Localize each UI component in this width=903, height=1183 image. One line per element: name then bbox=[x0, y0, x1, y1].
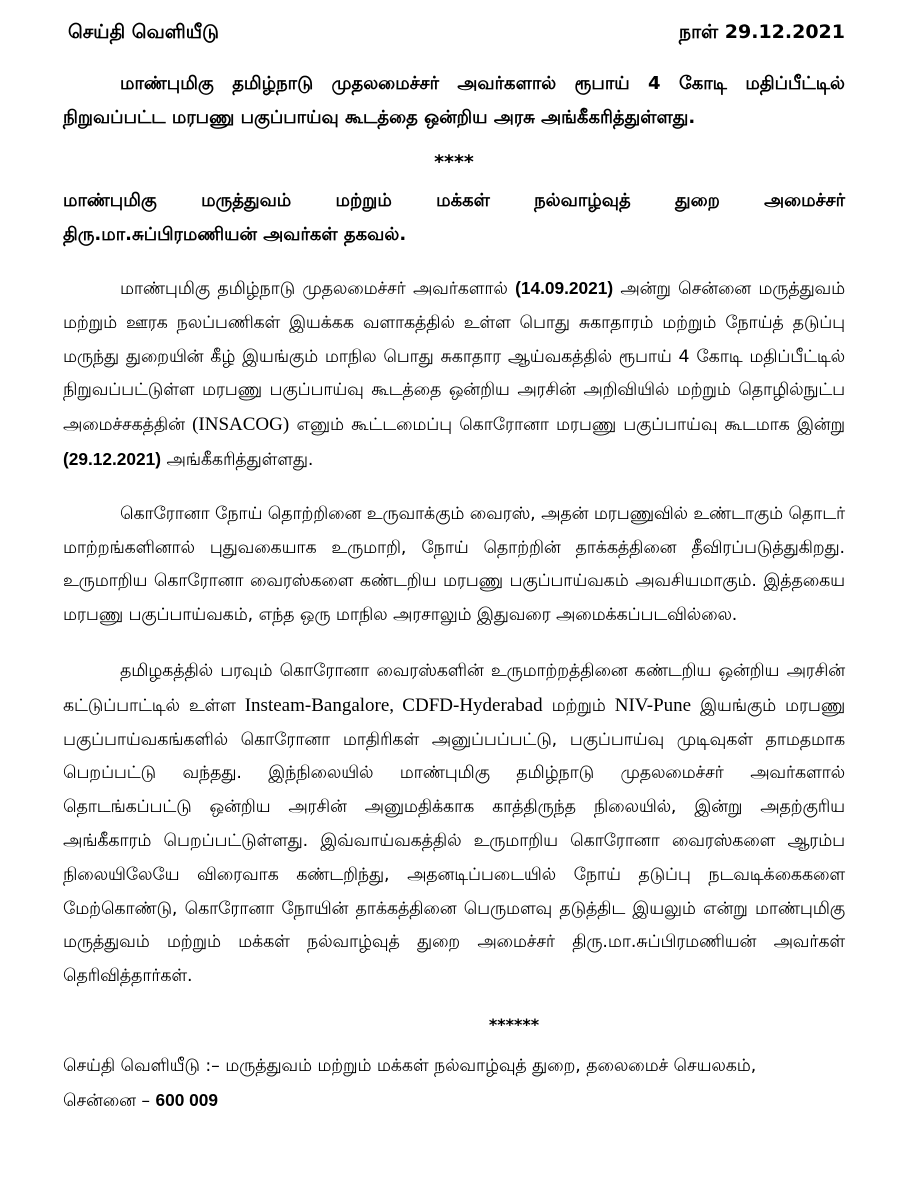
footer-line-1: செய்தி வெளியீடு :– மருத்துவம் மற்றும் மக்கள் நல்வாழ்வுத் துறை, தலைமைச் செயலகம், bbox=[63, 1055, 757, 1076]
press-release-title: மாண்புமிகு தமிழ்நாடு முதலமைச்சர் அவர்களால் ரூபாய் 4 கோடி மதிப்பீட்டில் நிறுவப்பட்ட மரபணு பகுப்பாய்வு கூடத்தை ஒன்றிய அரசு அங்கீகரித்துள்ளது. bbox=[63, 73, 845, 128]
footer-pincode: 600 009 bbox=[155, 1089, 218, 1110]
paragraph-2: கொரோனா நோய் தொற்றினை உருவாக்கும் வைரஸ், அதன் மரபணுவில் உண்டாகும் தொடர் மாற்றங்களினால் புதுவகையாக உருமாறி, நோய் தொற்றின் தாக்கத்தினை தீவிரப்படுத்துகிறது. உருமாறிய கொரோனா வைரஸ்களை கண்டறிய மரபணு பகுப்பாய்வகம் அவசியமாகும். இத்தகைய மரபணு பகுப்பாய்வகம், எந்த ஒரு மாநில அரசாலும் இதுவரை அமைக்கப்படவில்லை. bbox=[63, 503, 845, 626]
paragraph-1-date-1: (14.09.2021) bbox=[515, 278, 614, 298]
press-release-header bbox=[63, 14, 845, 50]
footer-city: சென்னை – bbox=[63, 1090, 156, 1111]
paragraph-3-part-c: இயங்கும் மரபணு பகுப்பாய்வகங்களில் கொரோனா மாதிரிகள் அனுப்பப்பட்டு, பகுப்பாய்வு முடிவுகள் தாமதமாக பெறப்பட்டு வந்தது. இந்நிலையில் மாண்புமிகு தமிழ்நாடு முதலமைச்சர் அவர்களால் தொடங்கப்பட்டு ஒன்றிய அரசின் அனுமதிக்காக காத்திருந்த நிலையில், இன்று அதற்குரிய அங்கீகாரம் பெறப்பட்டுள்ளது. இவ்வாய்வகத்தில் உருமாறிய கொரோனா வைரஸ்களை ஆரம்ப நிலையிலேயே விரைவாக கண்டறிந்து, அதனடிப்படையில் நோய் தடுப்பு நடவடிக்கைகளை மேற்கொண்டு, கொரோனா நோயின் தாக்கத்தினை பெருமளவு தடுத்திட இயலும் என்று மாண்புமிகு மருத்துவம் மற்றும் மக்கள் நல்வாழ்வுத் துறை அமைச்சர் திரு.மா.சுப்பிரமணியன் அவர்கள் தெரிவித்தார்கள். bbox=[63, 695, 845, 987]
paragraph-3 bbox=[63, 655, 845, 994]
minister-info-line2: திரு.மா.சுப்பிரமணியன் அவர்கள் தகவல். bbox=[63, 224, 407, 245]
paragraph-3-labs: Insteam-Bangalore, CDFD-Hyderabad bbox=[244, 694, 543, 716]
separator-bottom: ****** bbox=[488, 1014, 540, 1034]
minister-info-line1: மாண்புமிகு மருத்துவம் மற்றும் மக்கள் நல்வாழ்வுத் துறை அமைச்சர் bbox=[63, 190, 845, 211]
paragraph-1-part-c: எனும் கூட்டமைப்பு கொரோனா மரபணு பகுப்பாய்வு கூடமாக இன்று bbox=[289, 415, 846, 436]
paragraph-1-part-a: மாண்புமிகு தமிழ்நாடு முதலமைச்சர் அவர்களால் bbox=[120, 279, 516, 299]
paragraph-1 bbox=[63, 272, 845, 478]
paragraph-3-part-a: தமிழகத்தில் பரவும் கொரோனா வைரஸ்களின் உருமாற்றத்தினை கண்டறிய ஒன்றிய அரசின் கட்டுப்பாட்டில் உள்ள bbox=[63, 660, 845, 716]
press-release-label: செய்தி வெளியீடு bbox=[68, 21, 220, 43]
paragraph-1-part-d: அங்கீகரித்துள்ளது. bbox=[161, 449, 314, 470]
release-date: நாள் 29.12.2021 bbox=[678, 21, 845, 43]
footer-line-2 bbox=[63, 1083, 845, 1118]
paragraph-1-date-2: (29.12.2021) bbox=[63, 448, 162, 469]
minister-info bbox=[63, 184, 845, 252]
paragraph-3-part-b: மற்றும் bbox=[542, 695, 615, 716]
separator-top: **** bbox=[434, 151, 474, 173]
paragraph-3-niv: NIV-Pune bbox=[614, 694, 692, 716]
paragraph-1-insacog: (INSACOG) bbox=[192, 414, 290, 436]
paragraph-1-part-b: அன்று சென்னை மருத்துவம் மற்றும் ஊரக நலப்பணிகள் இயக்கக வளாகத்தில் உள்ள பொது சுகாதாரம் மற்றும் நோய்த் தடுப்பு மருந்து துறையின் கீழ் இயங்கும் மாநில பொது சுகாதார ஆய்வகத்தில் ரூபாய் 4 கோடி மதிப்பீட்டில் நிறுவப்பட்டுள்ள மரபணு பகுப்பாய்வு கூடத்தை ஒன்றிய அரசின் அறிவியில் மற்றும் தொழில்நுட்ப அமைச்சகத்தின் bbox=[63, 279, 845, 436]
press-release-footer bbox=[63, 1049, 845, 1118]
